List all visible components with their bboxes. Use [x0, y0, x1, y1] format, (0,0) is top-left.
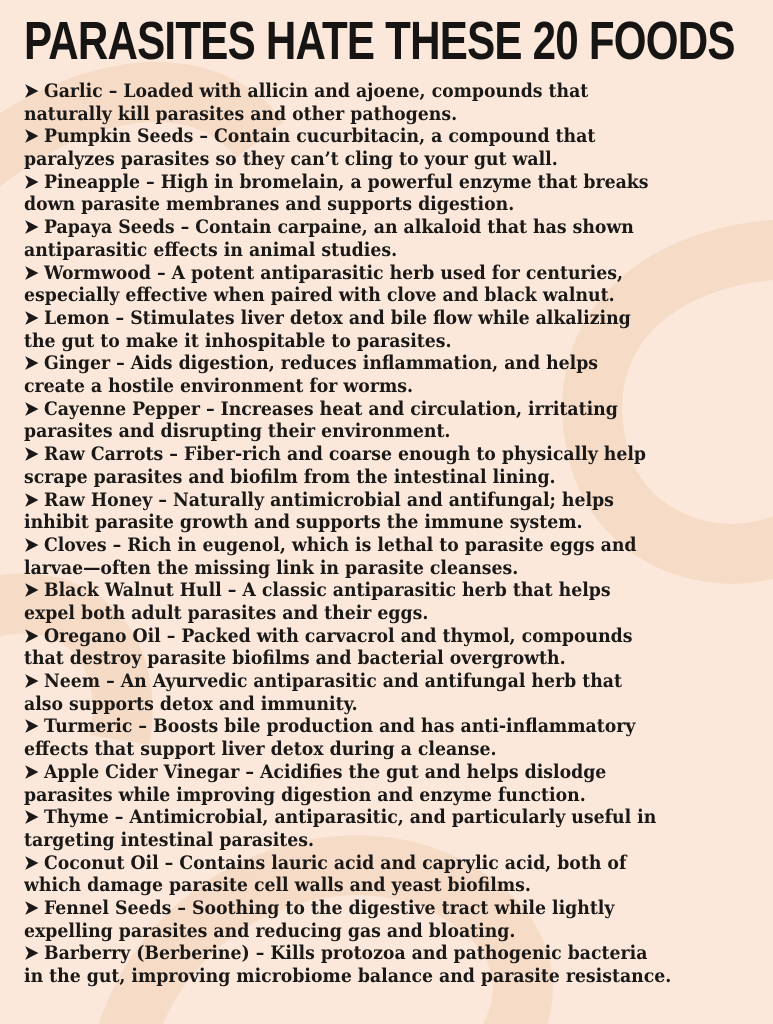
list-item-continuation: effects that support liver detox during a cleanse.: [24, 738, 497, 761]
list-item: [24, 216, 754, 261]
list-item-continuation: that destroy parasite biofilms and bacterial overgrowth.: [24, 647, 566, 670]
list-item-line: [24, 625, 688, 648]
list-item-continuation: antiparasitic effects in animal studies.: [24, 238, 398, 261]
list-item: [24, 852, 754, 897]
list-item-line: [24, 352, 688, 375]
list-item-line: [24, 307, 688, 330]
arrowhead-bullet-icon: ➤: [24, 942, 39, 965]
list-item: [24, 897, 754, 942]
arrowhead-bullet-icon: ➤: [24, 533, 39, 556]
list-item-text: Wormwood – A potent antiparasitic herb used for centuries,: [43, 261, 623, 284]
list-item: [24, 80, 754, 125]
arrowhead-bullet-icon: ➤: [24, 670, 39, 693]
list-item-continuation: in the gut, improving microbiome balance and parasite resistance.: [24, 965, 672, 988]
arrowhead-bullet-icon: ➤: [24, 806, 39, 829]
list-item-text: Black Walnut Hull – A classic antiparasitic herb that helps: [43, 579, 611, 602]
list-item-text: Pumpkin Seeds – Contain cucurbitacin, a compound that: [43, 125, 596, 148]
arrowhead-bullet-icon: ➤: [24, 80, 39, 102]
arrowhead-bullet-icon: ➤: [24, 760, 39, 783]
list-item-text: Raw Carrots – Fiber-rich and coarse enough to physically help: [43, 443, 647, 466]
list-item-text: Barberry (Berberine) – Kills protozoa and pathogenic bacteria: [43, 942, 648, 965]
list-item: [24, 761, 754, 806]
list-item-text: Coconut Oil – Contains lauric acid and caprylic acid, both of: [43, 851, 627, 874]
list-item-continuation: especially effective when paired with clove and black walnut.: [24, 284, 615, 307]
list-item: [24, 670, 754, 715]
arrowhead-bullet-icon: ➤: [24, 125, 39, 148]
list-item: [24, 579, 754, 624]
list-item: [24, 806, 754, 851]
list-item-continuation: larvae—often the missing link in parasite cleanses.: [24, 556, 519, 579]
list-item-line: [24, 761, 688, 784]
list-item: [24, 534, 754, 579]
list-item: [24, 125, 754, 170]
page-title: PARASITES HATE THESE 20 FOODS: [24, 11, 735, 71]
list-item-text: Oregano Oil – Packed with carvacrol and thymol, compounds: [43, 624, 633, 647]
list-item-continuation: which damage parasite cell walls and yeast biofilms.: [24, 874, 531, 897]
list-item-line: [24, 806, 688, 829]
list-item: [24, 352, 754, 397]
list-item: [24, 307, 754, 352]
list-item-continuation: expelling parasites and reducing gas and bloating.: [24, 919, 516, 942]
list-item-text: Papaya Seeds – Contain carpaine, an alkaloid that has shown: [43, 216, 634, 239]
list-item-text: Pineapple – High in bromelain, a powerful enzyme that breaks: [43, 170, 649, 193]
list-item-continuation: parasites while improving digestion and enzyme function.: [24, 783, 586, 806]
list-item: [24, 489, 754, 534]
arrowhead-bullet-icon: ➤: [24, 216, 39, 239]
list-item-continuation: create a hostile environment for worms.: [24, 375, 413, 398]
list-item-continuation: expel both adult parasites and their eggs.: [24, 602, 429, 624]
list-item: [24, 443, 754, 488]
list-item-line: [24, 897, 688, 920]
list-item: [24, 942, 754, 987]
list-item-text: Turmeric – Boosts bile production and has anti-inflammatory: [43, 715, 636, 738]
arrowhead-bullet-icon: ➤: [24, 397, 39, 420]
list-item-line: [24, 579, 688, 602]
arrowhead-bullet-icon: ➤: [24, 897, 39, 920]
list-item-text: Thyme – Antimicrobial, antiparasitic, and particularly useful in: [43, 806, 657, 829]
list-item-line: [24, 715, 688, 738]
list-item-text: Garlic – Loaded with allicin and ajoene, compounds that: [43, 80, 589, 102]
list-item-line: [24, 125, 688, 148]
list-item-continuation: naturally kill parasites and other pathogens.: [24, 102, 458, 125]
list-item-continuation: also supports detox and immunity.: [24, 692, 358, 715]
list-item-line: [24, 670, 688, 693]
list-item-continuation: scrape parasites and biofilm from the intestinal lining.: [24, 465, 556, 488]
arrowhead-bullet-icon: ➤: [24, 488, 39, 511]
arrowhead-bullet-icon: ➤: [24, 170, 39, 193]
list-item-line: [24, 942, 688, 965]
list-item-line: [24, 398, 688, 421]
list-item-text: Raw Honey – Naturally antimicrobial and antifungal; helps: [43, 488, 614, 511]
list-item-continuation: inhibit parasite growth and supports the immune system.: [24, 511, 583, 534]
list-item-continuation: targeting intestinal parasites.: [24, 828, 315, 851]
list-item-line: [24, 171, 688, 194]
list-item-line: [24, 852, 688, 875]
list-item-text: Cloves – Rich in eugenol, which is lethal to parasite eggs and: [43, 533, 637, 556]
arrowhead-bullet-icon: ➤: [24, 443, 39, 466]
arrowhead-bullet-icon: ➤: [24, 261, 39, 284]
list-item-line: [24, 534, 688, 557]
arrowhead-bullet-icon: ➤: [24, 851, 39, 874]
arrowhead-bullet-icon: ➤: [24, 579, 39, 602]
list-item: [24, 262, 754, 307]
list-item-line: [24, 262, 688, 285]
list-item-continuation: the gut to make it inhospitable to parasites.: [24, 329, 452, 352]
list-item-text: Apple Cider Vinegar – Acidifies the gut and helps dislodge: [43, 760, 607, 783]
list-item-line: [24, 80, 688, 103]
list-item-text: Neem – An Ayurvedic antiparasitic and antifungal herb that: [43, 670, 622, 693]
list-item-continuation: paralyzes parasites so they can’t cling to your gut wall.: [24, 148, 558, 171]
list-item-continuation: parasites and disrupting their environment.: [24, 420, 451, 443]
arrowhead-bullet-icon: ➤: [24, 715, 39, 738]
list-item-line: [24, 489, 688, 512]
list-item-text: Lemon – Stimulates liver detox and bile flow while alkalizing: [43, 306, 631, 329]
list-item-text: Ginger – Aids digestion, reduces inflammation, and helps: [43, 352, 599, 375]
list-item-continuation: down parasite membranes and supports digestion.: [24, 193, 515, 216]
list-item-line: [24, 443, 688, 466]
list-item: [24, 171, 754, 216]
list-item-text: Fennel Seeds – Soothing to the digestive tract while lightly: [43, 897, 615, 920]
list-item: [24, 398, 754, 443]
arrowhead-bullet-icon: ➤: [24, 306, 39, 329]
foods-list: [24, 80, 754, 988]
list-item-line: [24, 216, 688, 239]
arrowhead-bullet-icon: ➤: [24, 624, 39, 647]
list-item-text: Cayenne Pepper – Increases heat and circulation, irritating: [43, 397, 618, 420]
list-item: [24, 625, 754, 670]
arrowhead-bullet-icon: ➤: [24, 352, 39, 375]
list-item: [24, 715, 754, 760]
